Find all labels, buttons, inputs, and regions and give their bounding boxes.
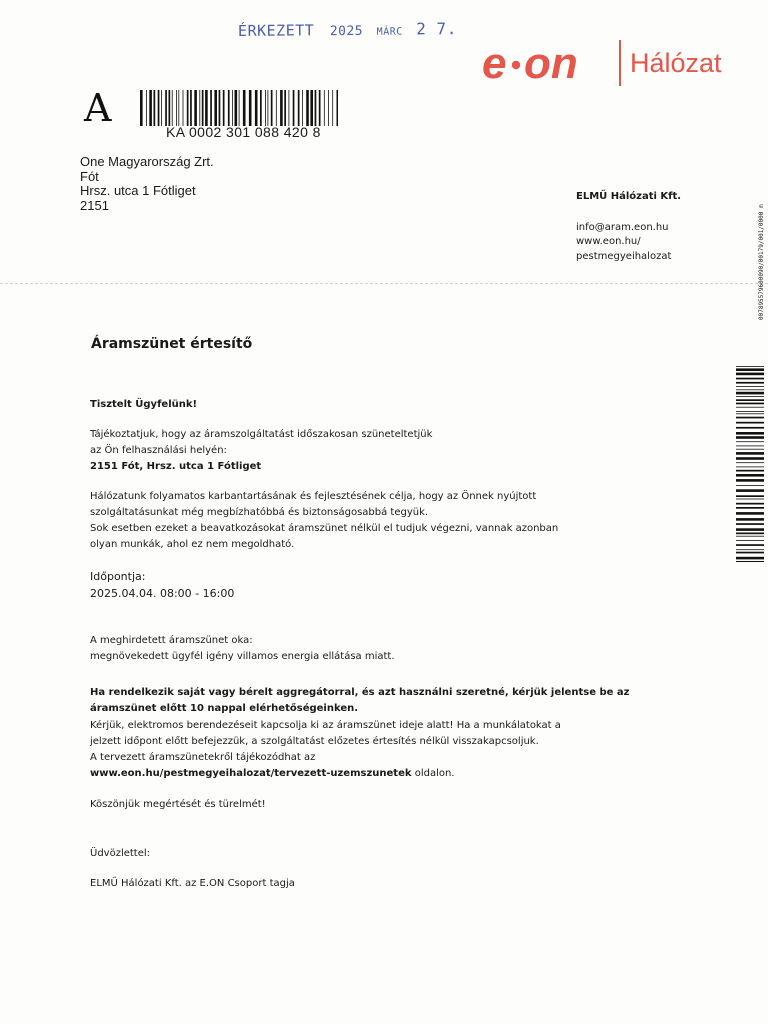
barcode-bar [243,90,246,126]
barcode-bar [276,90,277,126]
barcode-bar [298,90,300,126]
recipient-name: One Magyarország Zrt. [80,154,214,169]
barcode-bar [736,489,764,492]
barcode-bar [736,533,764,535]
barcode-bar [187,90,189,126]
link-suffix: oldalon. [411,768,455,780]
barcode-bar [736,452,764,455]
barcode-bar [736,403,764,405]
barcode-bar [284,90,286,126]
letter-title: Áramszünet értesítő [91,336,253,352]
stamp-day: 2 7. [416,19,457,39]
reason-block [90,633,395,665]
barcode-bar [736,366,764,367]
barcode-bar [736,441,764,442]
barcode-bar [736,549,764,550]
barcode-bar [736,446,764,447]
barcode-bar [736,407,764,408]
service-address: 2151 Fót, Hrsz. utca 1 Fótliget [90,461,262,472]
side-tracking-code: 007895579600090/00179/001/0000 m [758,204,765,320]
logo-divider [619,40,621,86]
notice-line-5: A tervezett áramszünetekről tájékozódhat az [90,752,316,764]
reason-value: megnövekedett ügyfél igény villamos energia ellátása miatt. [90,651,395,662]
barcode-bar [235,90,238,126]
barcode-bar [176,90,177,126]
barcode-bar [255,90,258,126]
barcode-bar [736,507,764,509]
thanks-line: Köszönjük megértését és türelmét! [90,799,266,810]
intro-line-1: Tájékoztatjuk, hogy az áramszolgáltatást időszakosan szüneteltetjük [90,429,433,440]
barcode-bar [315,90,317,126]
barcode-bar [194,90,197,126]
barcode-bar [149,90,152,126]
notice-bold-line-2: áramszünet előtt 10 nappal elérhetőségeinken. [90,703,359,715]
barcode-bar [736,396,764,397]
barcode-bar [219,90,221,126]
barcode-bar [199,90,200,126]
sender-company: ELMŰ Hálózati Kft. [576,191,682,202]
barcode-bar [161,90,162,126]
barcode-bar [223,90,225,126]
eon-halozat-logo [480,38,722,88]
barcode-bar [239,90,240,126]
barcode-bar [736,540,764,541]
barcode-bar [158,90,160,126]
recipient-city: Fót [80,168,99,184]
sender-web-line2: pestmegyeihalozat [576,250,672,262]
notice-bold-line-1: Ha rendelkezik saját vagy bérelt aggregátorral, és azt használni szeretné, kérjük jelentse be az [90,687,630,698]
barcode-number: KA 0002 301 088 420 8 [166,124,321,140]
barcode-bar [154,90,156,126]
signature-line: ELMŰ Hálózati Kft. az E.ON Csoport tagja [90,878,295,889]
barcode-bar [165,90,167,126]
barcode-bar [736,552,764,554]
mail-class-letter: A [84,86,112,130]
barcode-bar [289,90,290,126]
purpose-line-3: Sok esetben ezeket a beavatkozásokat áramszünet nélkül el tudjuk végezni, vannak azonban [90,523,559,534]
notice-line-3: Kérjük, elektromos berendezéseit kapcsolja ki az áramszünet ideje alatt! Ha a munkálatokat a [90,719,561,731]
stamp-word: ÉRKEZETT [237,21,315,40]
schedule-label: Időpontja: [90,570,146,583]
barcode-bar [280,90,283,126]
logo-division-text: Hálózat [630,47,722,78]
purpose-line-4: olyan munkák, ahol ez nem megoldható. [90,539,295,550]
recipient-address [80,155,214,213]
barcode-bar [736,462,764,463]
barcode-bar [306,90,309,126]
barcode-bar [736,413,764,414]
barcode-bar [302,90,303,126]
sender-info [576,190,681,264]
side-barcode [736,366,764,562]
barcode-bar [178,90,179,126]
barcode-bar [337,90,339,126]
recipient-street: Hrsz. utca 1 Fótliget [80,183,196,198]
barcode-bar [293,90,295,126]
barcode-bar [736,485,764,486]
barcode-bar [324,90,325,126]
stamp-year: 2025 [329,23,364,40]
barcode-bar [736,422,764,424]
barcode-bar [736,449,764,450]
purpose-line-1: Hálózatunk folyamatos karbantartásának és fejlesztésének célja, hogy az Önnek nyújtott [90,491,537,502]
barcode-bar [249,90,252,126]
barcode-bar [736,389,764,390]
barcode-bar [736,536,764,537]
postal-barcode [140,90,338,126]
barcode-bar [736,544,764,546]
barcode-bar [736,386,764,387]
barcode-bar [736,499,764,500]
notice-link-line [90,766,629,782]
svg-text:on: on [524,40,578,86]
barcode-bar [736,518,764,521]
purpose-paragraph [90,489,558,553]
barcode-bar [736,474,764,477]
barcode-bar [736,436,764,439]
barcode-bar [736,557,764,560]
barcode-bar [172,90,173,126]
barcode-bar [736,368,764,371]
barcode-bar [736,432,764,435]
barcode-bar [228,90,230,126]
barcode-bar [736,382,764,384]
schedule-block [90,569,234,602]
barcode-bar [736,561,764,562]
barcode-bar [169,90,171,126]
barcode-bar [736,479,764,482]
barcode-bar [232,90,233,126]
barcode-bar [183,90,184,126]
barcode-bar [260,90,262,126]
fold-line [0,283,768,284]
barcode-bar [319,90,321,126]
notice-paragraph [90,685,629,783]
barcode-bar [202,90,204,126]
barcode-bar [736,512,764,515]
intro-line-2: az Ön felhasználási helyén: [90,445,227,456]
planned-outages-link: www.eon.hu/pestmegyeihalozat/tervezett-uzemszunetek [90,768,412,780]
barcode-bar [736,417,764,419]
barcode-bar [736,470,764,472]
recipient-zip: 2151 [80,197,109,213]
closing-line: Üdvözlettel: [90,848,151,859]
barcode-bar [214,90,217,126]
barcode-bar [736,467,764,468]
barcode-bar [736,528,764,531]
stamp-month: MÁRC [376,26,403,38]
barcode-bar [268,90,269,126]
barcode-bar [736,378,764,380]
sender-email: info@aram.eon.hu [576,221,669,233]
barcode-bar [736,427,764,429]
schedule-value: 2025.04.04. 08:00 - 16:00 [90,586,235,600]
sender-web-line1: www.eon.hu/ [576,236,641,247]
barcode-bar [210,90,212,126]
barcode-bar [310,90,313,126]
barcode-bar [736,392,764,395]
barcode-bar [736,411,764,412]
greeting: Tisztelt Ügyfelünk! [90,399,198,410]
intro-paragraph [90,427,432,475]
barcode-bar [328,90,329,126]
barcode-bar [265,90,266,126]
svg-text:e: e [482,40,507,86]
barcode-bar [736,495,764,497]
barcode-bar [736,399,764,401]
barcode-bar [736,503,764,505]
barcode-bar [190,90,192,126]
barcode-bar [332,90,333,126]
barcode-bar [736,373,764,376]
barcode-bar [140,90,143,126]
barcode-bar [205,90,208,126]
barcode-bar [736,523,764,525]
notice-line-4: jelzett időpont előtt befejezzük, a szolgáltatást előzetes értesítés nélkül visszakapcsoljuk. [90,735,539,747]
eon-logo-icon [480,40,610,86]
received-stamp [238,19,457,40]
barcode-bar [271,90,273,126]
barcode-bar [736,457,764,460]
barcode-bar [146,90,147,126]
purpose-line-2: szolgáltatásunkat még megbízhatóbbá és biztonságosabbá tegyük. [90,507,429,518]
reason-label: A meghirdetett áramszünet oka: [90,635,253,646]
